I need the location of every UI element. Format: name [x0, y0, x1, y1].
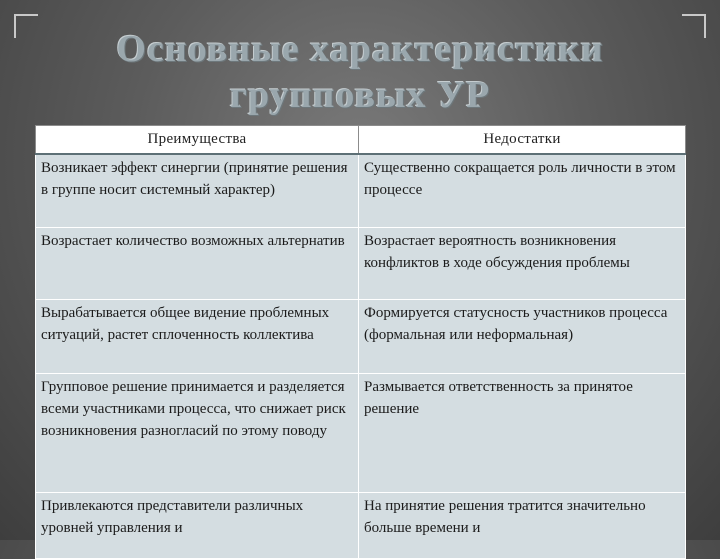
disadvantage-cell: Существенно сокращается роль личности в этом процессе — [359, 154, 686, 228]
slide-title — [0, 26, 720, 118]
table-row — [36, 493, 686, 559]
advantage-cell: Вырабатывается общее видение проблемных ситуаций, растет сплоченность коллектива — [36, 300, 359, 374]
slide-title-line-1: Основные характеристики — [116, 28, 604, 70]
disadvantage-cell: На принятие решения тратится значительно больше времени и — [359, 493, 686, 559]
comparison-table — [35, 125, 686, 559]
disadvantage-cell: Размывается ответственность за принятое решение — [359, 374, 686, 493]
advantage-cell: Групповое решение принимается и разделяется всеми участниками процесса, что снижает риск возникновения разногласий по этому поводу — [36, 374, 359, 493]
table-row — [36, 300, 686, 374]
table-row — [36, 374, 686, 493]
disadvantage-cell: Формируется статусность участников процесса (формальная или неформальная) — [359, 300, 686, 374]
header-advantages: Преимущества — [36, 126, 359, 155]
table-row — [36, 228, 686, 300]
table-row — [36, 154, 686, 228]
header-disadvantages: Недостатки — [359, 126, 686, 155]
advantage-cell: Возникает эффект синергии (принятие решения в группе носит системный характер) — [36, 154, 359, 228]
table-header-row — [36, 126, 686, 155]
disadvantage-cell: Возрастает вероятность возникновения конфликтов в ходе обсуждения проблемы — [359, 228, 686, 300]
advantage-cell: Возрастает количество возможных альтернатив — [36, 228, 359, 300]
slide-title-line-2: групповых УР — [229, 74, 491, 116]
advantage-cell: Привлекаются представители различных уровней управления и — [36, 493, 359, 559]
